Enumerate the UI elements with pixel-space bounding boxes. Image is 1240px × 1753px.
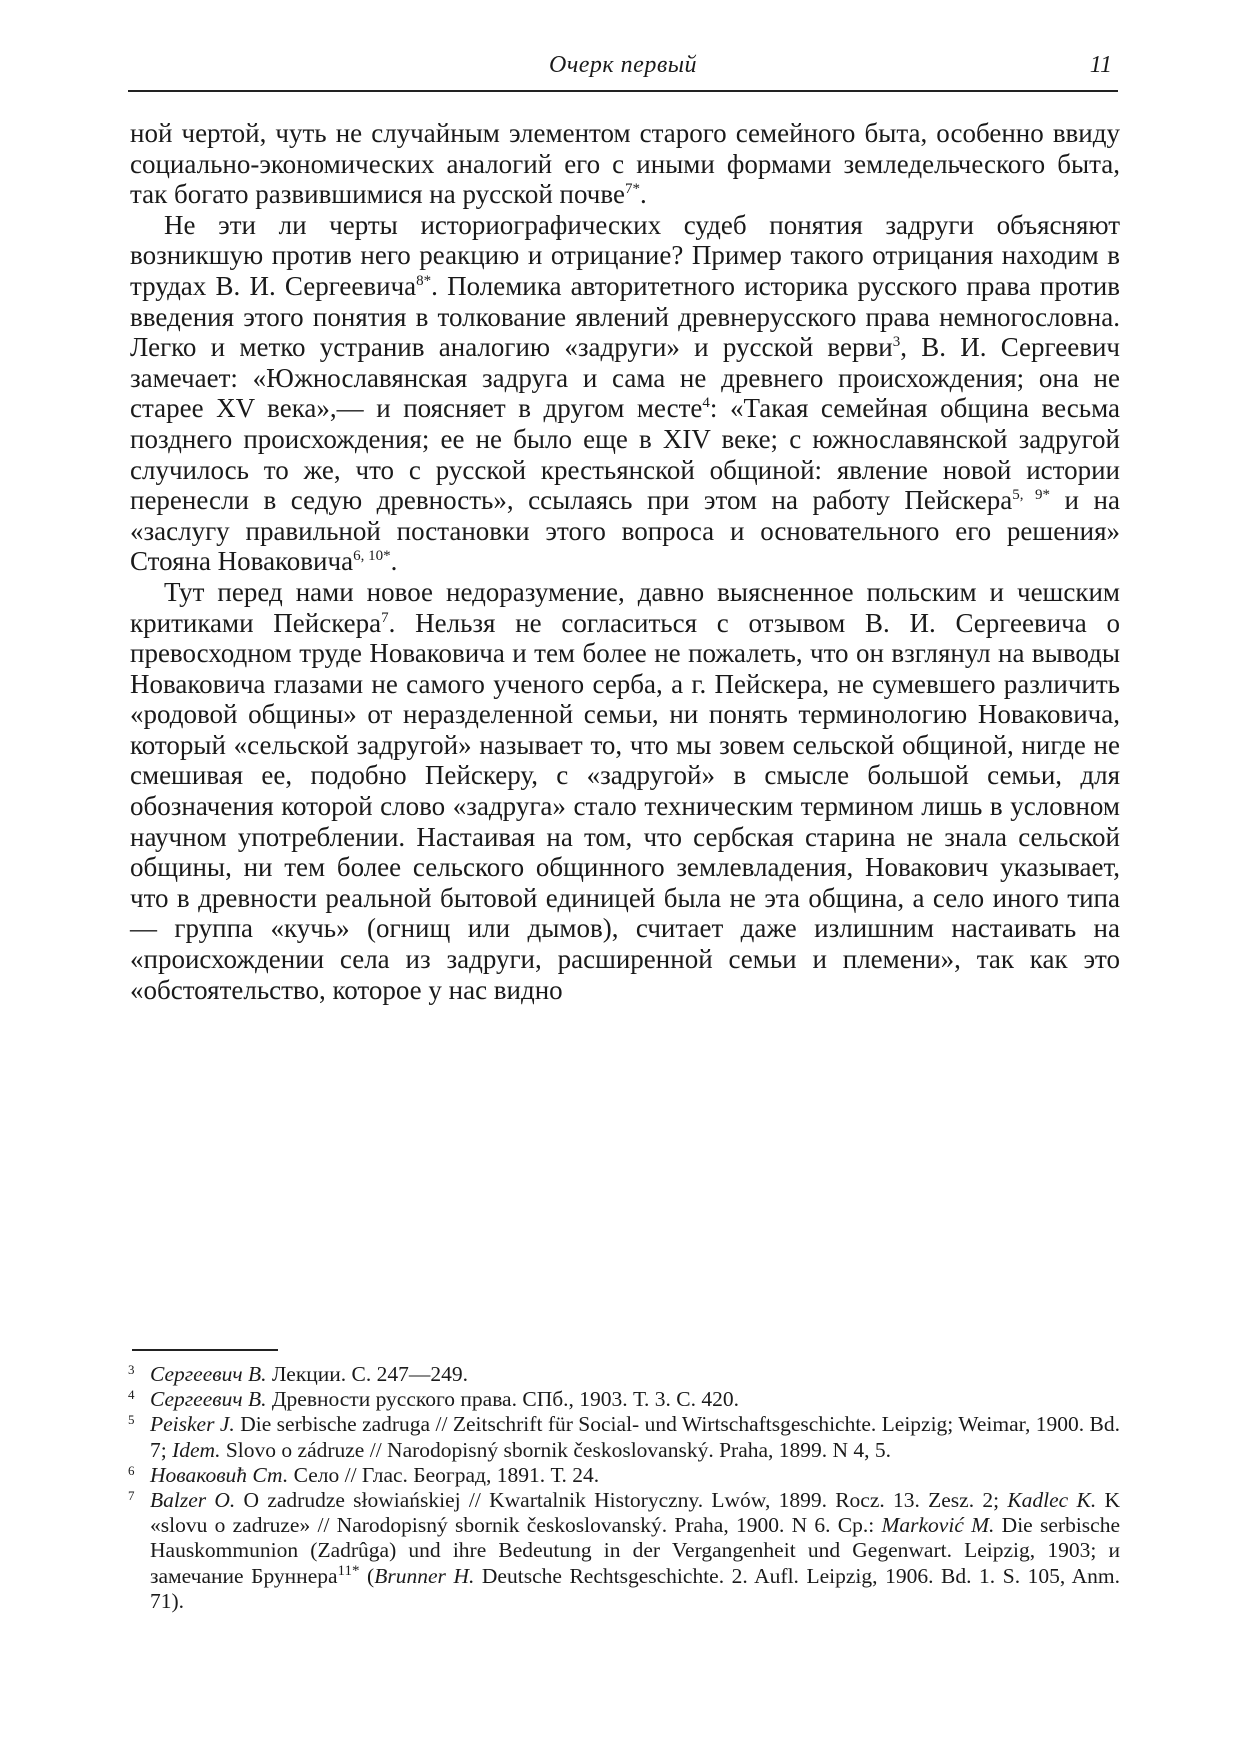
paragraph xyxy=(130,118,1120,210)
main-text xyxy=(130,118,1120,1005)
author-name: Сергеевич В. xyxy=(150,1362,267,1386)
footnote xyxy=(128,1362,1120,1387)
paragraph xyxy=(130,210,1120,577)
text-run: O zadrudze słowiańskiej // Kwartalnik Historyczny. Lwów, 1899. Rocz. 13. Zesz. 2; xyxy=(235,1488,1008,1513)
footnote-ref: 5, 9* xyxy=(1012,487,1051,504)
footnote-number: 6 xyxy=(128,1462,135,1478)
paragraph xyxy=(130,577,1120,1005)
footnote-ref: 3 xyxy=(892,334,901,351)
author-name: Kadlec K. xyxy=(1007,1488,1097,1513)
text-run: . Полемика авторитетного историка русского права против введения этого понятия в толкование явлений древнерусского права немногословна. Легко и метко устранив аналогию «задруги» и русской верви xyxy=(130,270,1120,363)
text-run: Die serbische Hauskommunion (Zadrûga) und ihre Bedeutung in der Vergangenheit und Gegenwart. Leipzig, 1903; и замечание Бруннера xyxy=(150,1513,1120,1588)
author-name: Сергеевич В. xyxy=(150,1387,267,1412)
text-run: Deutsche Rechtsgeschichte. 2. Aufl. Leipzig, 1906. Bd. 1. S. 105, Anm. 71). xyxy=(150,1563,1121,1613)
footnote-ref: 11* xyxy=(337,1562,360,1579)
footnote xyxy=(128,1412,1120,1462)
footnote-number: 7 xyxy=(128,1488,135,1504)
author-name: Balzer O. xyxy=(150,1488,236,1513)
header-rule xyxy=(128,90,1118,92)
footnotes xyxy=(128,1362,1121,1614)
author-name: Idem. xyxy=(172,1437,221,1462)
text-run: Древности русского права. СПб., 1903. Т. 3. С. 420. xyxy=(266,1387,739,1412)
text-run: Село // Глас. Београд, 1891. Т. 24. xyxy=(288,1462,600,1487)
text-run: и на «заслугу правильной постановки этого вопроса и основательного его решения» Стояна Новаковича xyxy=(130,485,1120,577)
text-run: Slovo o zádruze // Narodopisný sbornik českoslovanský. Praha, 1899. N 4, 5. xyxy=(220,1437,892,1462)
footnote-number: 3 xyxy=(128,1362,135,1377)
text-run: Тут перед нами новое недоразумение, давно выясненное польским и чешским критиками Пейскера xyxy=(130,576,1120,638)
footnote-ref: 4 xyxy=(702,395,710,412)
text-run: . xyxy=(639,179,647,210)
footnote-ref: 7 xyxy=(381,609,389,626)
page-number: 11 xyxy=(1089,52,1112,78)
footnote xyxy=(128,1488,1121,1614)
text-run: ( xyxy=(359,1563,375,1588)
text-run: Die serbische zadruga // Zeitschrift für Social- und Wirtschaftsgeschichte. Leipzig; Weimar, 1900. Bd. 7; xyxy=(150,1412,1120,1462)
footnote-number: 4 xyxy=(128,1387,135,1403)
footnote-ref: 8* xyxy=(416,272,432,289)
author-name: Marković M. xyxy=(881,1513,995,1538)
author-name: Новаковић Ст. xyxy=(150,1462,289,1487)
text-run: : «Такая семейная община весьма позднего происхождения; ее не было еще в XIV веке; с южнославянской задругой случилось то же, что с русской крестьянской общиной: явление новой истории перенесли в седую древность», ссылаясь при этом на работу Пейскера xyxy=(130,393,1120,516)
footnote-ref: 6, 10* xyxy=(353,548,391,565)
footnote xyxy=(128,1462,1120,1488)
footnote-number: 5 xyxy=(128,1412,135,1428)
footnote xyxy=(128,1387,1120,1412)
text-run: . xyxy=(390,546,398,577)
running-header xyxy=(128,52,1118,88)
text-run: , В. И. Сергеевич замечает: «Южнославянская задруга и сама не древнего происхождения; она не старее XV века»,— и поясняет в другом месте xyxy=(130,332,1120,424)
text-run: . Нельзя не согласиться с отзывом В. И. Сергеевича о превосходном труде Новаковича и тем более не пожалеть, что он взглянул на выводы Новаковича глазами не самого ученого серба, а г. Пейскера, не сумевшего различить «родовой общины» от неразделенной семьи, ни понять терминологию Новаковича, который «сельской задругой» называет то, что мы зовем сельской общиной, нигде не смешивая ее, подобно Пейскеру, с «задругой» в смысле большой семьи, для обозначения которой слово «задруга» стало техническим термином лишь в условном научном употреблении. Настаивая на том, что сербская старина не знала сельской общины, ни тем более сельского общинного землевладения, Новакович указывает, что в древности реальной бытовой единицей была не эта община, а село иного типа — группа «кучь» (огнищ или дымов), считает даже излишним настаивать на «происхождении села из задруги, расширенной семьи и племени», так как это «обстоятельство, которое у нас видно xyxy=(130,607,1120,1005)
running-header-title: Очерк первый xyxy=(549,52,697,78)
footnote-ref: 7* xyxy=(624,181,640,198)
text-run: Не эти ли черты историографических судеб понятия задруги объясняют возникшую против него реакцию и отрицание? Пример такого отрицания находим в трудах В. И. Сергеевича xyxy=(130,209,1120,301)
author-name: Peisker J. xyxy=(150,1412,235,1437)
text-run: ной чертой, чуть не случайным элементом старого семейного быта, особенно ввиду социально-экономических аналогий его с иными формами земледельческого быта, так богато развившимися на русской почве xyxy=(130,118,1120,210)
text-run: K «slovu o zadruze» // Narodopisný sbornik českoslovanský. Praha, 1900. N 6. Ср.: xyxy=(150,1488,1120,1538)
footnote-separator xyxy=(132,1349,278,1351)
text-run: Лекции. С. 247—249. xyxy=(266,1362,469,1386)
author-name: Brunner H. xyxy=(374,1563,475,1588)
